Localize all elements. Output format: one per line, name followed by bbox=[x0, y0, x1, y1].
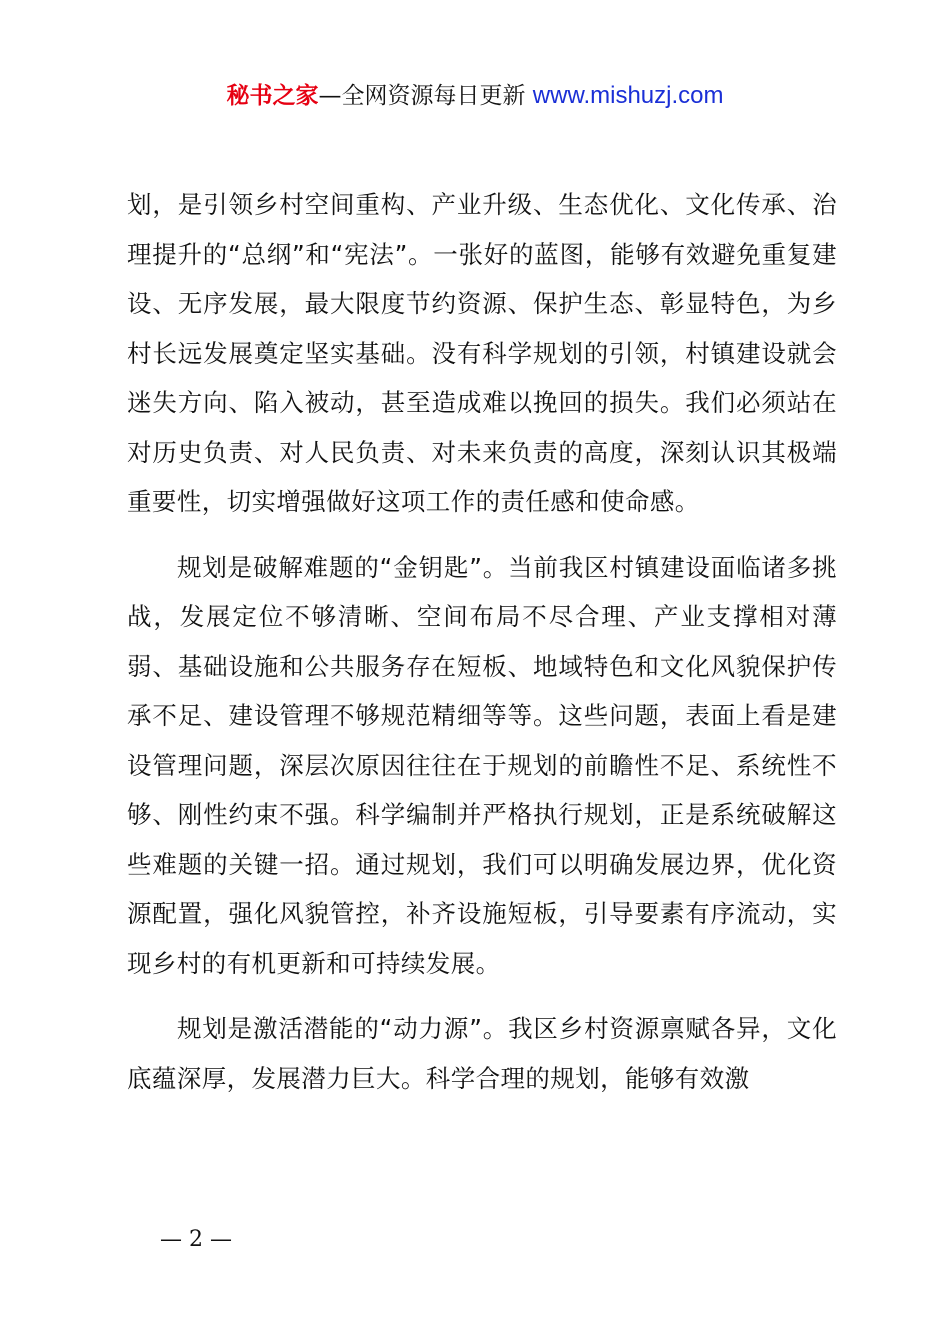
page-number: — 2 — bbox=[160, 1227, 232, 1252]
header-tagline: —全网资源每日更新 bbox=[318, 83, 526, 109]
paragraph-3: 规划是激活潜能的“动力源”。我区乡村资源禀赋各异，文化底蕴深厚，发展潜力巨大。科学合理的规划，能够有效激 bbox=[127, 1014, 837, 1093]
page-header bbox=[0, 80, 950, 112]
website-link[interactable]: www.mishuzj.com bbox=[532, 82, 724, 109]
paragraph-2: 规划是破解难题的“金钥匙”。当前我区村镇建设面临诸多挑战，发展定位不够清晰、空间布局不尽合理、产业支撑相对薄弱、基础设施和公共服务存在短板、地域特色和文化风貌保护传承不足、建设管理不够规范精细等等。这些问题，表面上看是建设管理问题，深层次原因往往在于规划的前瞻性不足、系统性不够、刚性约束不强。科学编制并严格执行规划，正是系统破解这些难题的关键一招。通过规划，我们可以明确发展边界，优化资源配置，强化风貌管控，补齐设施短板，引导要素有序流动，实现乡村的有机更新和可持续发展。 bbox=[127, 552, 837, 978]
brand-name: 秘书之家 bbox=[226, 83, 319, 109]
paragraph-1: 划，是引领乡村空间重构、产业升级、生态优化、文化传承、治理提升的“总纲”和“宪法”。一张好的蓝图，能够有效避免重复建设、无序发展，最大限度节约资源、保护生态、彰显特色，为乡村长远发展奠定坚实基础。没有科学规划的引领，村镇建设就会迷失方向、陷入被动，甚至造成难以挽回的损失。我们必须站在对历史负责、对人民负责、对未来负责的高度，深刻认识其极端重要性，切实增强做好这项工作的责任感和使命感。 bbox=[127, 190, 837, 516]
document-body bbox=[127, 180, 837, 1103]
